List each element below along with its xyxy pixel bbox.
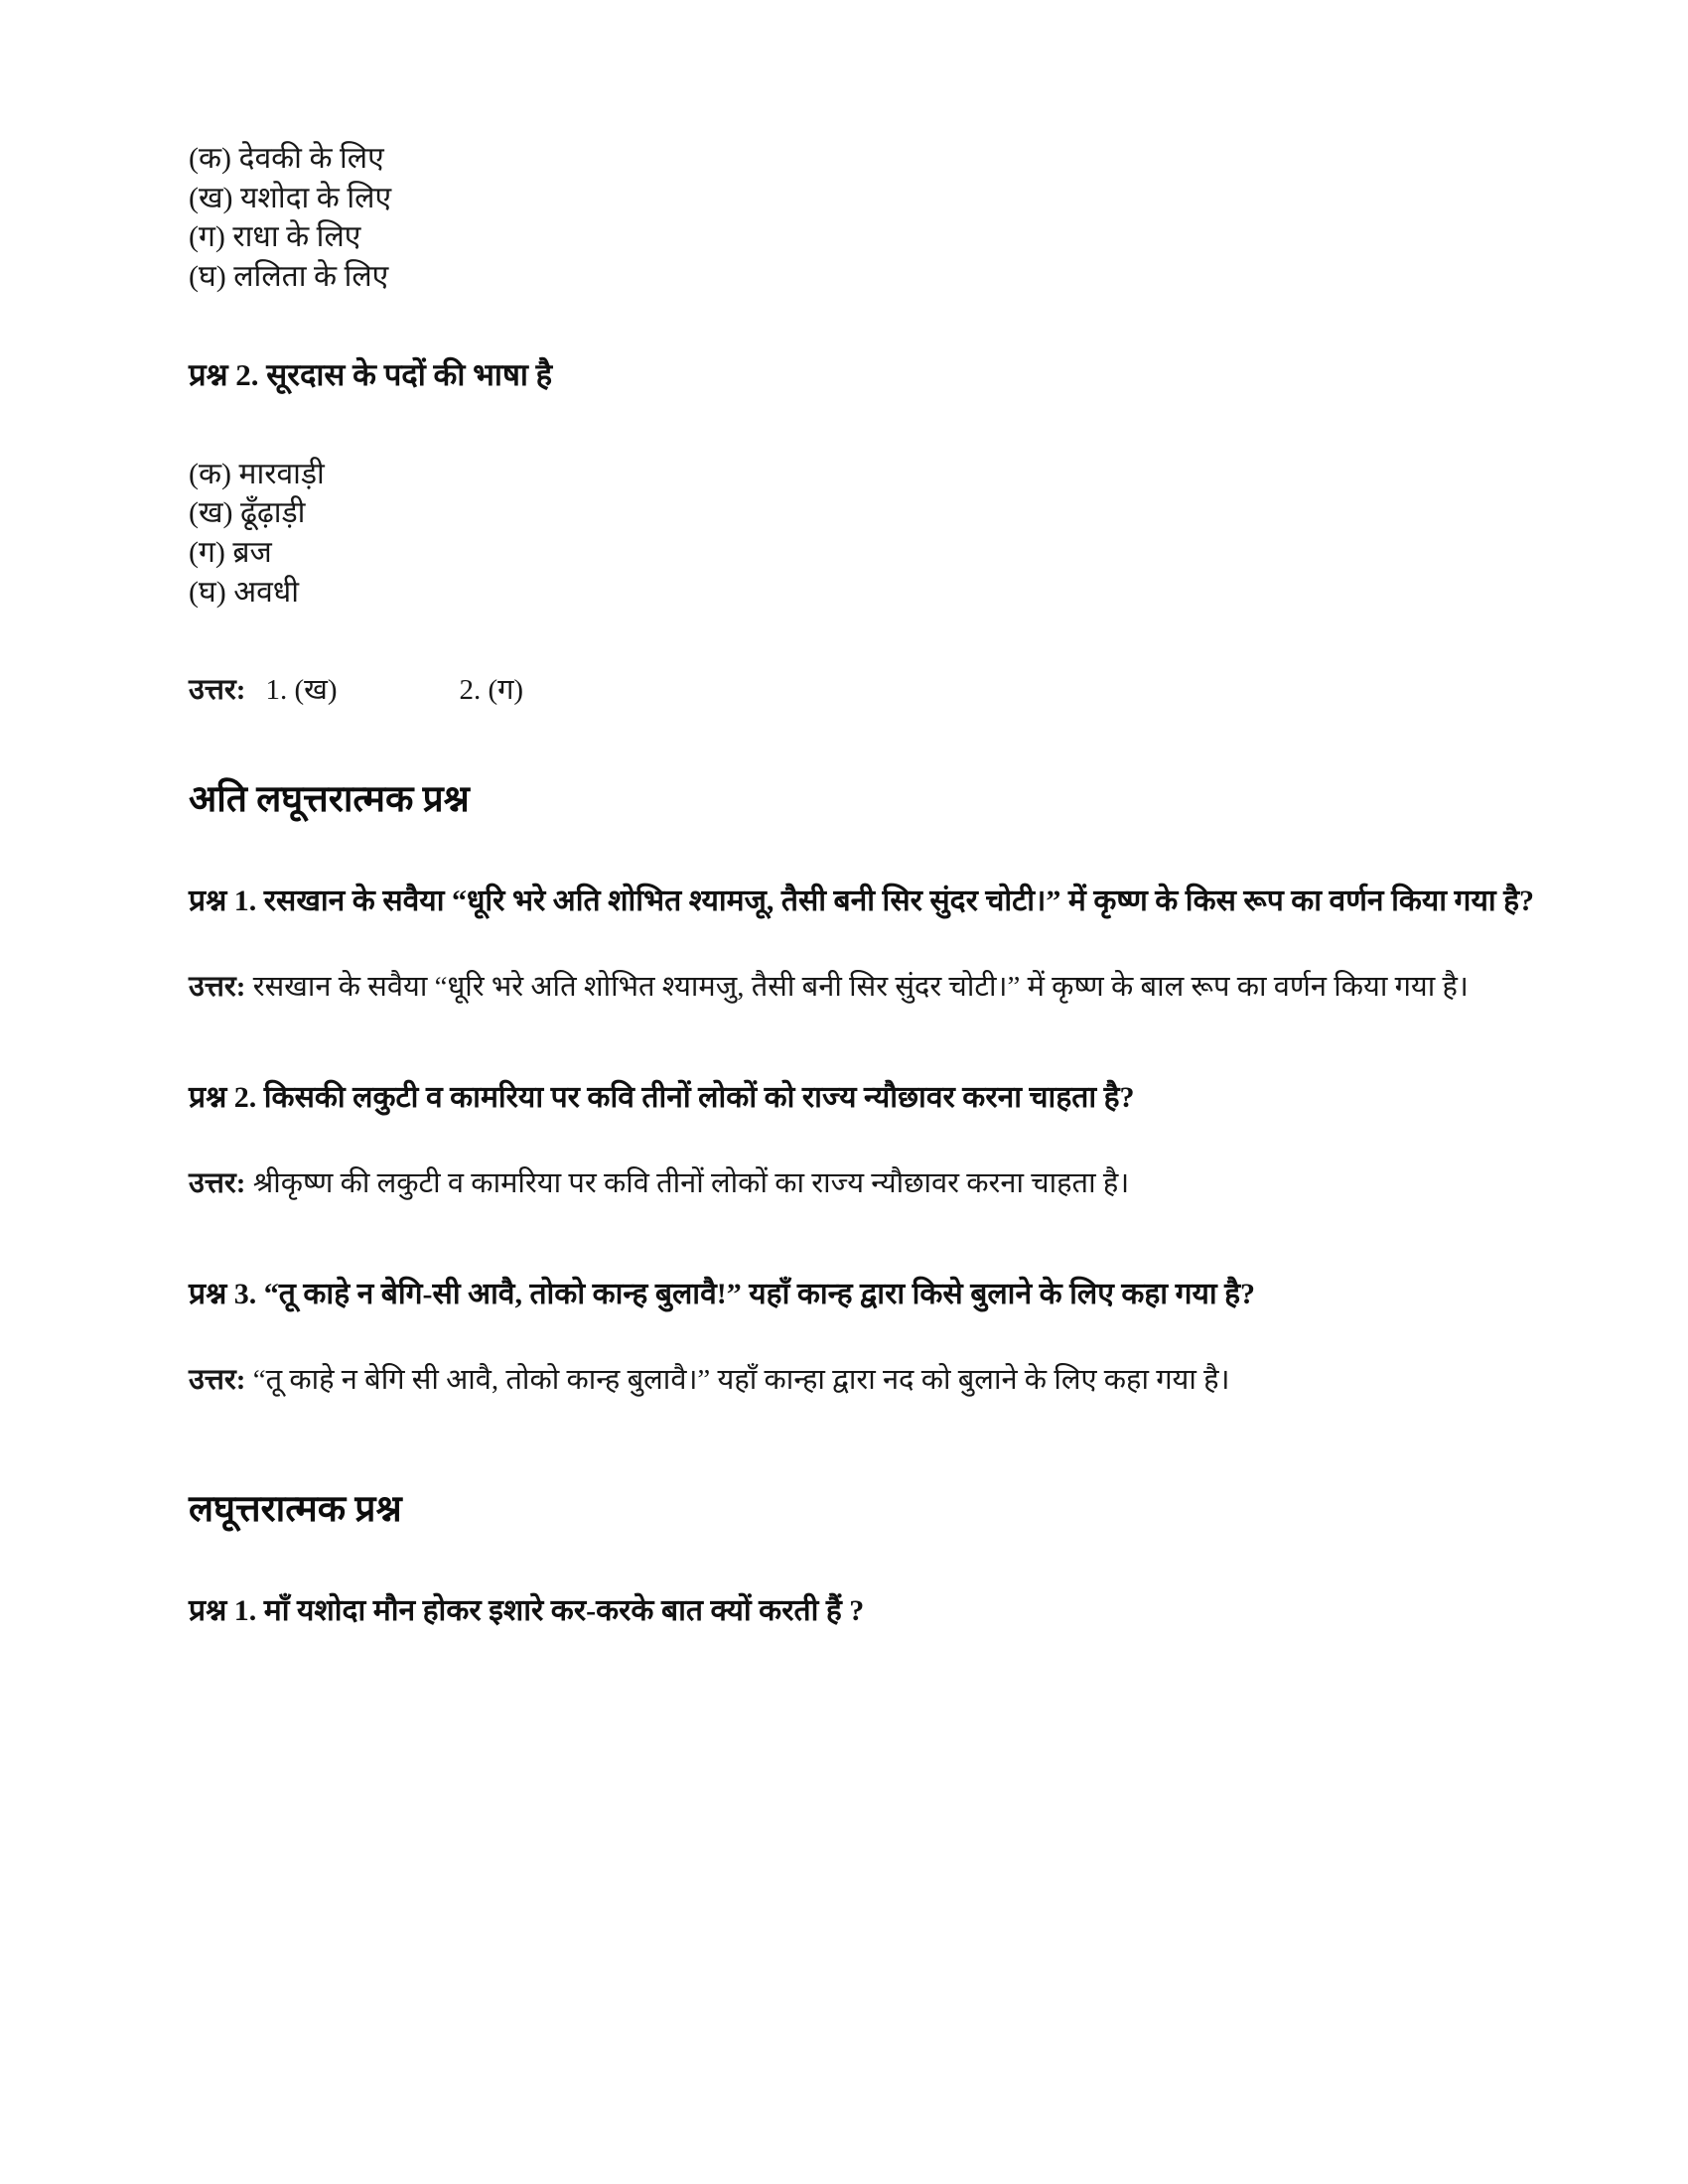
- answer-key-item-2: 2. (ग): [459, 674, 524, 707]
- spacer: [189, 397, 1539, 455]
- mcq-question1-option-d[interactable]: (घ) ललिता के लिए: [189, 259, 389, 293]
- very-short-answer-3: [189, 1359, 1539, 1401]
- answer-body: “तू काहे न बेगि सी आवै, तोको कान्ह बुलावै।” यहाँ कान्हा द्वारा नद को बुलाने के लिए कहा गया है।: [245, 1364, 1230, 1397]
- mcq-question2-option-c[interactable]: (ग) ब्रज: [189, 535, 272, 569]
- answer-label: उत्तर:: [189, 1167, 246, 1200]
- mcq-question2-option-d[interactable]: (घ) अवधी: [189, 575, 300, 609]
- mcq-answer-key: [189, 669, 1539, 708]
- spacer: [189, 612, 1539, 669]
- very-short-answer-2: [189, 1162, 1539, 1204]
- mcq-question2-option-a[interactable]: (क) मारवाड़ी: [189, 457, 325, 490]
- mcq-question1-option-c[interactable]: (ग) राधा के लिए: [189, 220, 361, 254]
- spacer: [189, 922, 1539, 966]
- answer-body: श्रीकृष्ण की लकुटी व कामरिया पर कवि तीनों लोकों का राज्य न्यौछावर करना चाहता है।: [245, 1167, 1130, 1200]
- mcq-question1-option-list: [189, 139, 1539, 296]
- spacer: [189, 1315, 1539, 1359]
- very-short-answer-1: [189, 966, 1539, 1008]
- very-short-question-3: प्रश्न 3. “तू काहे न बेगि-सी आवै, तोको कान्ह बुलावै!” यहाँ कान्ह द्वारा किसे बुलाने के लिए कहा गया है?: [189, 1278, 1256, 1311]
- mcq-question2-heading: प्रश्न 2. सूरदास के पदों की भाषा है: [189, 357, 553, 393]
- spacer: [189, 1119, 1539, 1162]
- short-answer-section-heading: लघूत्तरात्मक प्रश्न: [189, 1488, 402, 1530]
- mcq-question1-option-b[interactable]: (ख) यशोदा के लिए: [189, 181, 392, 214]
- spacer: [189, 1008, 1539, 1077]
- spacer: [189, 708, 1539, 777]
- answer-key-item-1: 1. (ख): [265, 674, 338, 707]
- short-question-1: प्रश्न 1. माँ यशोदा मौन होकर इशारे कर-करके बात क्यों करती हैं ?: [189, 1593, 865, 1627]
- answer-key-label: उत्तर:: [189, 674, 246, 707]
- mcq-question2-option-b[interactable]: (ख) ढूँढ़ाड़ी: [189, 496, 306, 530]
- mcq-question1-option-a[interactable]: (क) देवकी के लिए: [189, 142, 384, 175]
- document-content: [189, 139, 1539, 1632]
- very-short-answer-section-heading: अति लघूत्तरात्मक प्रश्न: [189, 779, 470, 821]
- answer-label: उत्तर:: [189, 1364, 246, 1397]
- very-short-question-1: प्रश्न 1. रसखान के सवैया “धूरि भरे अति शोभित श्यामजू, तैसी बनी सिर सुंदर चोटी।” में कृष्ण के किस रूप का वर्णन किया गया है?: [189, 885, 1535, 918]
- spacer: [189, 823, 1539, 881]
- answer-label: उत्तर:: [189, 971, 246, 1004]
- very-short-question-2: प्रश्न 2. किसकी लकुटी व कामरिया पर कवि तीनों लोकों को राज्य न्यौछावर करना चाहता है?: [189, 1081, 1135, 1115]
- mcq-question2-option-list: [189, 455, 1539, 612]
- answer-body: रसखान के सवैया “धूरि भरे अति शोभित श्यामजु, तैसी बनी सिर सुंदर चोटी।” में कृष्ण के बाल रूप का वर्णन किया गया है।: [245, 971, 1469, 1004]
- spacer: [189, 1402, 1539, 1487]
- spacer: [189, 1533, 1539, 1590]
- spacer: [189, 296, 1539, 353]
- spacer: [189, 1204, 1539, 1274]
